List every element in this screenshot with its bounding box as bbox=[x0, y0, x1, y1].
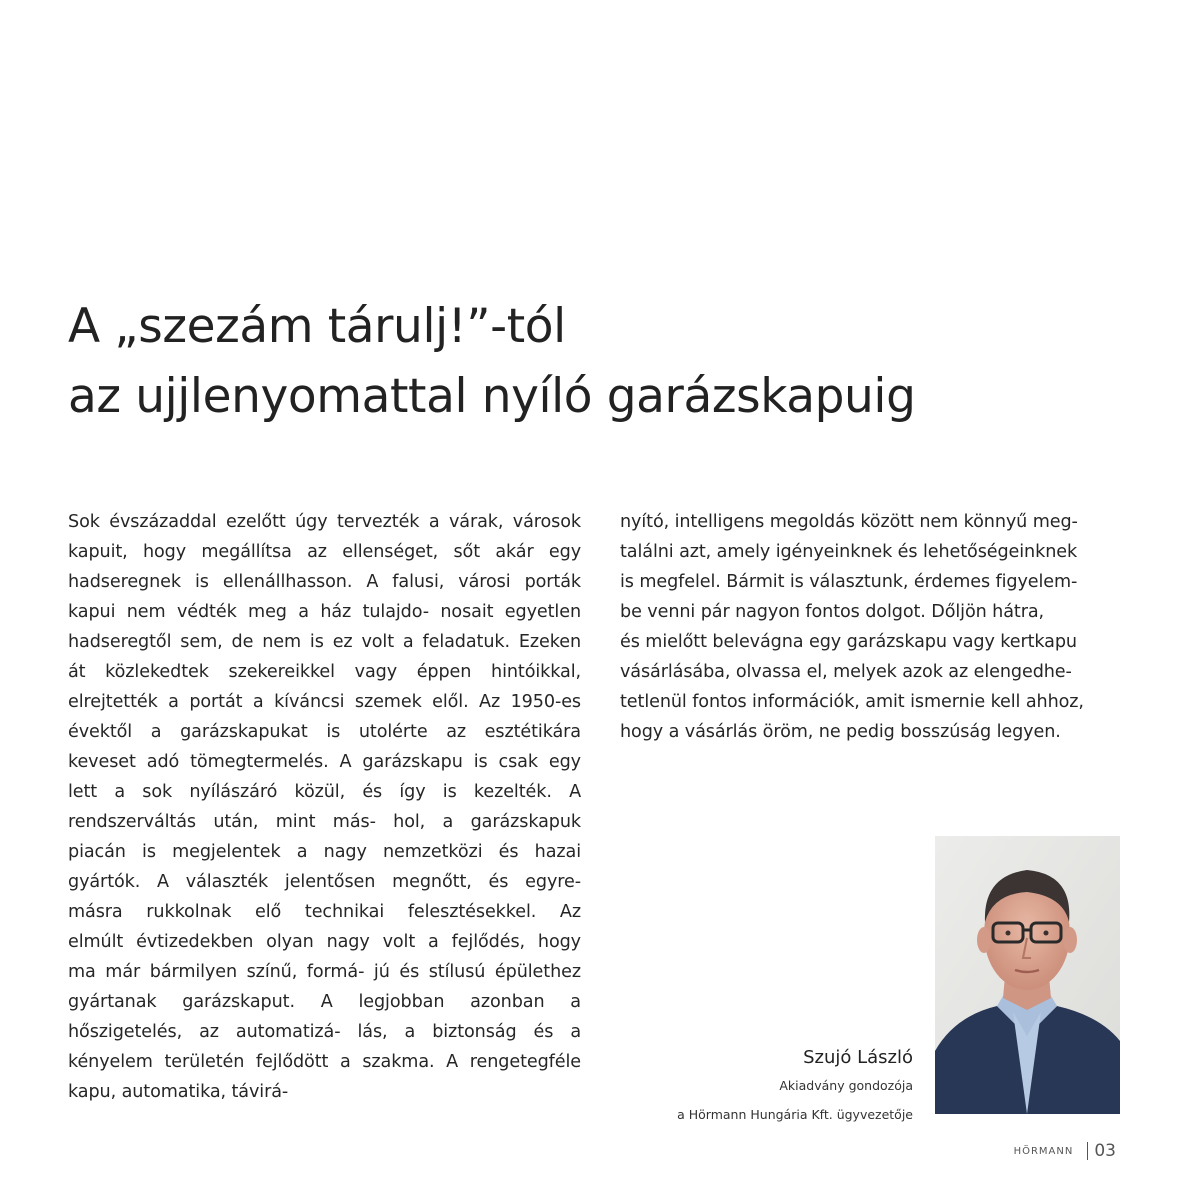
body-line: ma már bármilyen színű, formá- jú és stílusú épülethez bbox=[68, 962, 581, 982]
body-line: át közlekedtek szekereikkel vagy éppen hintóikkal, bbox=[68, 662, 581, 682]
body-line: rendszerváltás után, mint más- hol, a garázskapuk bbox=[68, 812, 581, 832]
page-footer bbox=[1014, 1141, 1116, 1161]
body-line: kapui nem védték meg a ház tulajdo- nosait egyetlen bbox=[68, 602, 581, 622]
brand-name: HÖRMANN bbox=[1013, 1145, 1074, 1157]
body-line: hadseregtől sem, de nem is ez volt a feladatuk. Ezeken bbox=[68, 632, 581, 652]
body-line: vásárlásába, olvassa el, melyek azok az elengedhe- bbox=[620, 662, 1072, 682]
body-line: gyártanak garázskaput. A legjobban azonban a bbox=[68, 992, 581, 1012]
body-line: is megfelel. Bármit is választunk, érdemes figyelem- bbox=[620, 572, 1078, 592]
body-line: nyító, intelligens megoldás között nem könnyű meg- bbox=[620, 512, 1078, 532]
body-line: keveset adó tömegtermelés. A garázskapu is csak egy bbox=[68, 752, 581, 772]
body-line: lett a sok nyílászáró közül, és így is kezelték. A bbox=[68, 782, 581, 802]
title-line-1: A „szezám tárulj!”-tól bbox=[68, 299, 566, 354]
footer-divider bbox=[1087, 1142, 1088, 1160]
left-text-column bbox=[68, 507, 581, 1107]
body-line: másra rukkolnak elő technikai felesztésekkel. Az bbox=[68, 902, 581, 922]
author-caption bbox=[677, 1045, 913, 1129]
body-line: kényelem területén fejlődött a szakma. A rengetegféle bbox=[68, 1052, 581, 1072]
body-line: kapu, automatika, távirá- bbox=[68, 1082, 289, 1102]
body-line: tetlenül fontos információk, amit ismernie kell ahhoz, bbox=[620, 692, 1084, 712]
author-company: a Hörmann Hungária Kft. ügyvezetője bbox=[677, 1107, 913, 1122]
right-text-column bbox=[620, 507, 1120, 747]
body-line: elrejtették a portát a kíváncsi szemek elől. Az 1950-es bbox=[68, 692, 581, 712]
body-line: hogy a vásárlás öröm, ne pedig bosszúság legyen. bbox=[620, 722, 1061, 742]
body-line: kapuit, hogy megállítsa az ellenséget, sőt akár egy bbox=[68, 542, 581, 562]
body-line: gyártók. A választék jelentősen megnőtt, és egyre- bbox=[68, 872, 581, 892]
body-line: piacán is megjelentek a nagy nemzetközi és hazai bbox=[68, 842, 581, 862]
author-portrait-photo bbox=[935, 836, 1120, 1114]
body-line: hőszigetelés, az automatizá- lás, a biztonság és a bbox=[68, 1022, 581, 1042]
article-title bbox=[68, 292, 1128, 432]
body-line: Sok évszázaddal ezelőtt úgy tervezték a várak, városok bbox=[68, 512, 581, 532]
body-line: hadseregnek is ellenállhasson. A falusi, városi porták bbox=[68, 572, 581, 592]
body-line: évektől a garázskapukat is utolérte az esztétikára bbox=[68, 722, 581, 742]
page-number: 03 bbox=[1094, 1141, 1116, 1161]
title-line-2: az ujjlenyomattal nyíló garázskapuig bbox=[68, 369, 916, 424]
body-line: és mielőtt belevágna egy garázskapu vagy kertkapu bbox=[620, 632, 1077, 652]
body-line: elmúlt évtizedekben olyan nagy volt a fejlődés, hogy bbox=[68, 932, 581, 952]
author-role: Akiadvány gondozója bbox=[779, 1078, 913, 1093]
body-line: be venni pár nagyon fontos dolgot. Dőljön hátra, bbox=[620, 602, 1044, 622]
author-name: Szujó László bbox=[803, 1047, 913, 1068]
body-line: találni azt, amely igényeinknek és lehetőségeinknek bbox=[620, 542, 1078, 562]
